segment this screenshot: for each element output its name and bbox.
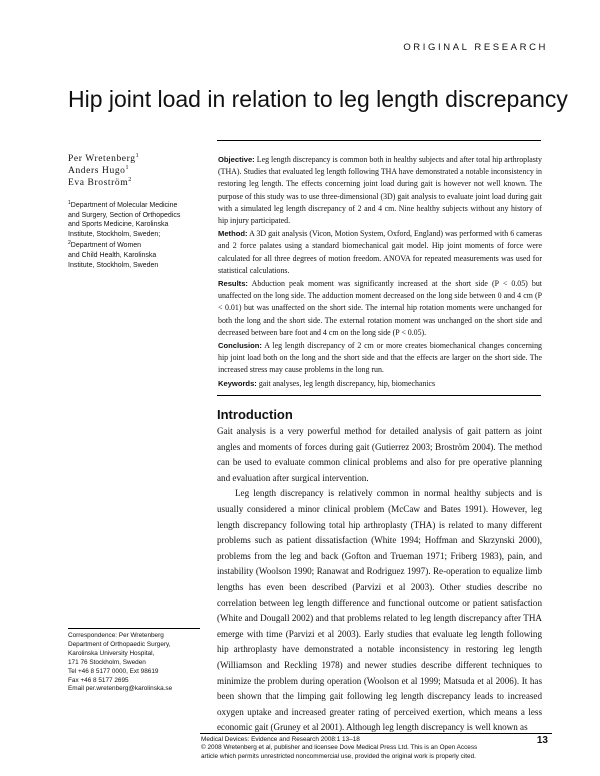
journal-citation: Medical Devices: Evidence and Research 2008:1 13–18 [201, 736, 360, 743]
correspondence-line: Karolinska University Hospital, [68, 649, 155, 657]
author-3: Eva Broström$^2$ [68, 177, 132, 188]
abstract [218, 154, 542, 391]
author-1: Per Wretenberg$^1$ [68, 153, 139, 164]
footer-rule [200, 733, 552, 734]
abstract-top-rule [217, 140, 541, 141]
introduction-paragraph: Gait analysis is a very powerful method for detailed analysis of gait pattern as joint angles and moments of forces during gait (Gutierrez 2003; Broström 2004). The method can be used to evaluate common clinical problems and also for pre operative planning and evaluation after surgical intervention. [217, 426, 542, 483]
footer [201, 736, 553, 761]
correspondence-line: Department of Orthopaedic Surgery, [68, 640, 171, 648]
page-number: 13 [536, 735, 548, 746]
affiliation-line: $^1$Department of Molecular Medicine [68, 200, 178, 209]
correspondence-rule [68, 628, 200, 629]
copyright-line: © 2008 Wretenberg et al, publisher and licensee Dove Medical Press Ltd. This is an Open Access [201, 744, 478, 752]
correspondence-line: Tel +46 8 5177 0000, Ext 98619 [68, 667, 159, 675]
abstract-conclusion: Conclusion: A leg length discrepancy of 2 cm or more creates biomechanical changes concerning hip joint load both on the long and the short side and that the effects are larger on the short side. The increased stress may cause problems in the long run. [218, 341, 542, 375]
affiliation-line: Institute, Stockholm, Sweden [68, 261, 159, 269]
copyright-line: article which permits unrestricted noncommercial use, provided the original work is properly cited. [201, 752, 476, 760]
affiliation-line: and Surgery, Section of Orthopedics [68, 211, 181, 219]
affiliation-line: and Sports Medicine, Karolinska [68, 221, 169, 229]
correspondence-line: Fax +46 8 5177 2695 [68, 676, 129, 684]
abstract-results: Results: Abduction peak moment was significantly increased at the short side (P < 0.05) but unaffected on the long side. The adduction moment decreased on the long side between 0 and 4 cm (P < 0.01) but was unaffected on the short side. The internal hip rotation moments were unchanged for both the long and the short side. The external rotation moment was unchanged on the short side and decreased between bare foot and 4 cm on the long side (P < 0.05). [218, 279, 542, 337]
abstract-keywords: Keywords: gait analyses, leg length discrepancy, hip, biomechanics [218, 378, 436, 388]
correspondence-line: Correspondence: Per Wretenberg [68, 632, 164, 639]
affiliation-line: $^2$Department of Women [68, 240, 142, 250]
affiliation-line: Institute, Stockholm, Sweden; [68, 230, 161, 238]
introduction-paragraph: Leg length discrepancy is relatively common in normal healthy subjects and is usually considered a minor clinical problem (McCaw and Bates 1991). However, leg length discrepancy following total hip arthroplasty (THA) is related to many different problems such as patient dissatisfaction (White 1994; Hoffman and Skrzynski 2000), problems from the leg and back (Gofton and Trueman 1971; Friberg 1983), pain, and instability (Woolson 1990; Ranawat and Rodriguez 1997). Re-operation to equalize limb lengths has even been described (Parvizi et al 2003). Other studies describe no correlation between leg length difference and functional outcome or patient satisfaction (White and Dougall 2002) and that problems related to leg length discrepancy after THA emerge with time (Parvizi et al 2003). Early studies that evaluate leg length following hip arthroplasty have demonstrated a notable inconsistency in restoring leg length (Williamson and Reckling 1978) and newer studies describe different techniques to minimize the problem during operation (Woolson et al 1999; Matsuda et al 2006). It has been shown that the limping gait following leg length discrepancy leads to increased oxygen uptake and increased greater rating of perceived exertion, which means a less economic gait (Gruney et al 2001). Although leg length discrepancy is well known as [217, 488, 542, 733]
introduction-body [217, 424, 542, 736]
author-2: Anders Hugo$^1$ [68, 165, 129, 176]
abstract-objective: Objective: Leg length discrepancy is common both in healthy subjects and after total hip arthroplasty (THA). Studies that evaluated leg length following THA have demonstrated a notable inconsistency in restoring leg length. The effects concerning joint load during gait is however not well known. The purpose of this study was to use three-dimensional (3D) gait analysis to evaluate joint load during gait with a simulated leg length discrepancy of 2 and 4 cm. Nine healthy subjects without any history of hip injury participated. [218, 155, 542, 226]
correspondence-line: 171 76 Stockholm, Sweden [68, 658, 146, 666]
abstract-method: Method: A 3D gait analysis (Vicon, Motion System, Oxford, England) was performed with 6 cameras and 2 force palates using a standard biomechanical gait model. Hip joint moments of force were calculated for all three degrees of motion freedom. ANOVA for repeated measurements was used for statistical calculations. [218, 229, 543, 275]
correspondence-email[interactable]: Email per.wretenberg@karolinska.se [68, 685, 173, 693]
introduction-heading: Introduction [217, 407, 293, 422]
correspondence [68, 632, 218, 694]
article-title: Hip joint load in relation to leg length discrepancy [68, 86, 568, 112]
affiliation-line: and Child Health, Karolinska [68, 251, 157, 259]
section-label: ORIGINAL RESEARCH [403, 42, 548, 53]
affiliations [68, 199, 213, 270]
abstract-bottom-rule [217, 395, 541, 396]
